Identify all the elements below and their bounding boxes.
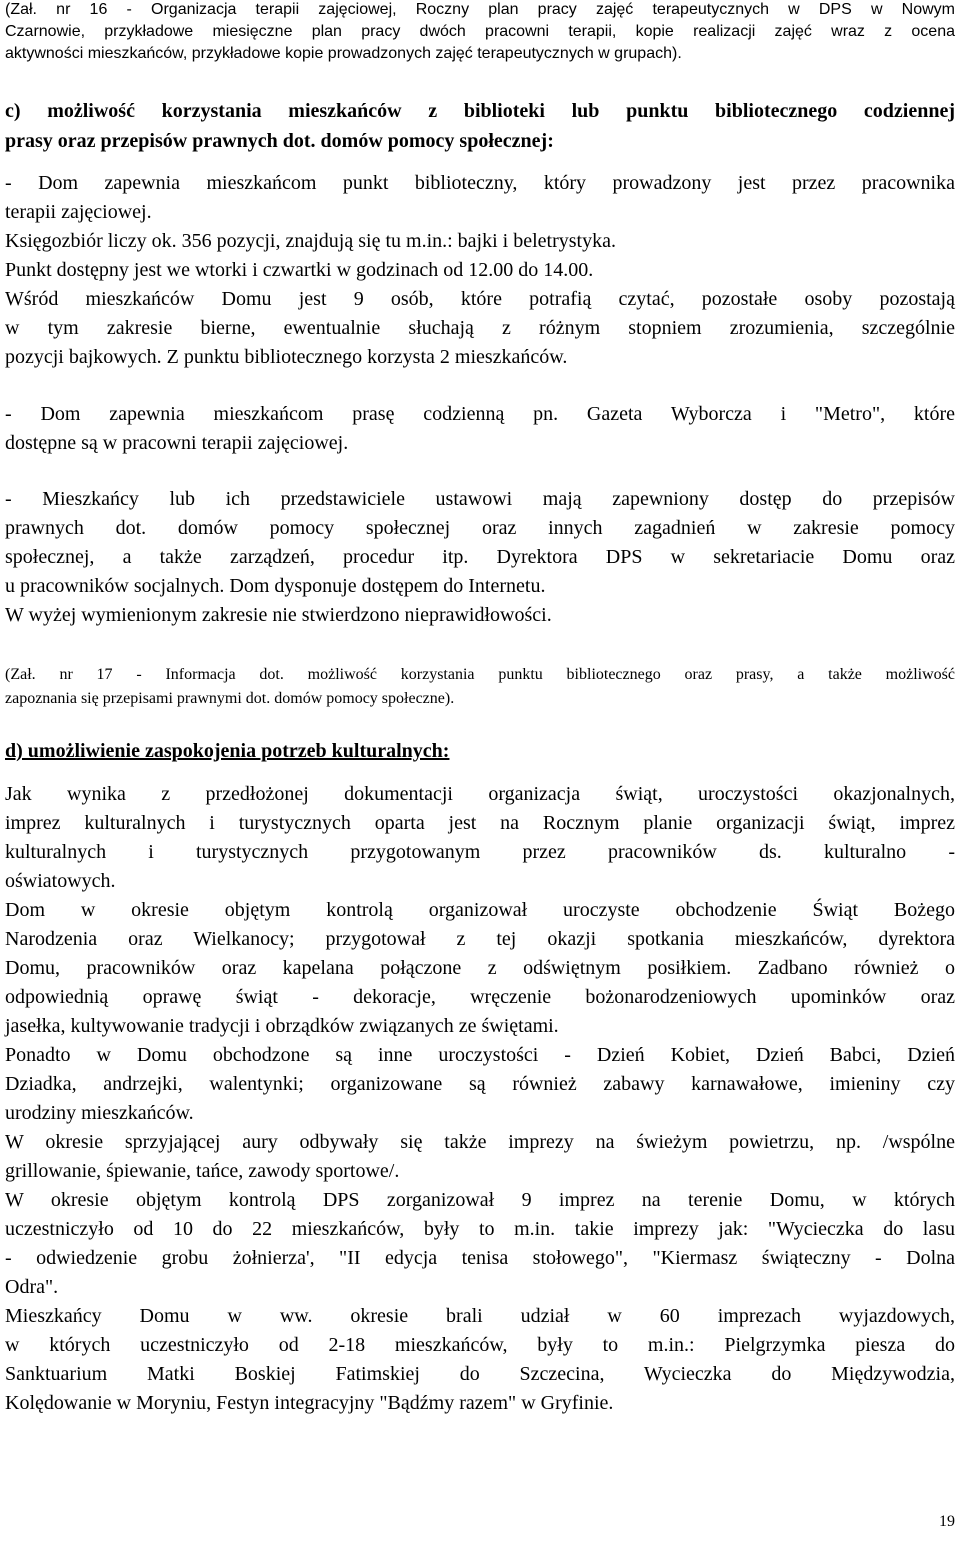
paragraph-line: Punkt dostępny jest we wtorki i czwartki w godzinach od 12.00 do 14.00.: [5, 259, 594, 281]
attachment-note-line: (Zał. nr 17 - Informacja dot. możliwość korzystania punktu bibliotecznego oraz prasy, a także możliwość: [5, 666, 955, 683]
section-c-heading: c) możliwość korzystania mieszkańców z biblioteki lub punktu bibliotecznego codziennej: [5, 100, 955, 122]
paragraph-line: terapii zajęciowej.: [5, 201, 152, 223]
paragraph-line: u pracowników socjalnych. Dom dysponuje dostępem do Internetu.: [5, 575, 546, 597]
paragraph-line: - odwiedzenie grobu żołnierza', "II edycja tenisa stołowego", "Kiermasz świąteczny - Dolna: [5, 1247, 955, 1269]
attachment-note-line: aktywności mieszkańców, przykładowe kopie prowadzonych zajęć terapeutycznych w grupach).: [5, 45, 682, 62]
page-number: 19: [939, 1513, 955, 1530]
paragraph-line: Domu, pracowników oraz kapelana połączone z odświętnym posiłkiem. Zadbano również o: [5, 957, 955, 979]
paragraph-line: Dom w okresie objętym kontrolą organizował uroczyste obchodzenie Świąt Bożego: [5, 899, 955, 921]
paragraph-line: - Dom zapewnia mieszkańcom punkt biblioteczny, który prowadzony jest przez pracownika: [5, 172, 955, 194]
paragraph-line: w tym zakresie bierne, ewentualnie słuchają z różnym stopniem zrozumienia, szczególnie: [5, 317, 955, 339]
paragraph-line: prawnych dot. domów pomocy społecznej oraz innych zagadnień w zakresie pomocy: [5, 517, 955, 539]
paragraph-line: urodziny mieszkańców.: [5, 1102, 194, 1124]
paragraph-line: Mieszkańcy Domu w ww. okresie brali udział w 60 imprezach wyjazdowych,: [5, 1305, 955, 1327]
paragraph-line: oświatowych.: [5, 870, 116, 892]
paragraph-line: W okresie objętym kontrolą DPS zorganizował 9 imprez na terenie Domu, w których: [5, 1189, 955, 1211]
paragraph-line: W okresie sprzyjającej aury odbywały się także imprezy na świeżym powietrzu, np. /wspólne: [5, 1131, 955, 1153]
conclusion-line: W wyżej wymienionym zakresie nie stwierdzono nieprawidłowości.: [5, 604, 552, 626]
paragraph-line: kulturalnych i turystycznych przygotowanym przez pracowników ds. kulturalno -: [5, 841, 955, 863]
paragraph-line: uczestniczyło od 10 do 22 mieszkańców, były to m.in. takie imprezy jak: "Wycieczka do lasu: [5, 1218, 955, 1240]
paragraph-line: Ponadto w Domu obchodzone są inne uroczystości - Dzień Kobiet, Dzień Babci, Dzień: [5, 1044, 955, 1066]
paragraph-line: społecznej, a także zarządzeń, procedur itp. Dyrektora DPS w sekretariacie Domu oraz: [5, 546, 955, 568]
paragraph-line: dostępne są w pracowni terapii zajęciowej.: [5, 432, 349, 454]
paragraph-line: pozycji bajkowych. Z punktu bibliotecznego korzysta 2 mieszkańców.: [5, 346, 568, 368]
paragraph-line: jasełka, kultywowanie tradycji i obrządków związanych ze świętami.: [5, 1015, 559, 1037]
paragraph-line: w których uczestniczyło od 2-18 mieszkańców, były to m.in.: Pielgrzymka piesza do: [5, 1334, 955, 1356]
paragraph-line: Jak wynika z przedłożonej dokumentacji organizacja świąt, uroczystości okazjonalnych,: [5, 783, 955, 805]
paragraph-line: Narodzenia oraz Wielkanocy; przygotował z tej okazji spotkania mieszkańców, dyrektora: [5, 928, 955, 950]
section-d-heading: d) umożliwienie zaspokojenia potrzeb kulturalnych:: [5, 740, 450, 762]
paragraph-line: imprez kulturalnych i turystycznych oparta jest na Rocznym planie organizacji świąt, imprez: [5, 812, 955, 834]
attachment-note-line: zapoznania się przepisami prawnymi dot. domów pomocy społeczne).: [5, 690, 455, 707]
paragraph-line: - Mieszkańcy lub ich przedstawiciele ustawowi mają zapewniony dostęp do przepisów: [5, 488, 955, 510]
attachment-note-line: Czarnowie, przykładowe miesięczne plan pracy dwóch pracowni terapii, kopie realizacji zajęć wraz z ocena: [5, 23, 955, 40]
paragraph-line: - Dom zapewnia mieszkańcom prasę codzienną pn. Gazeta Wyborcza i "Metro", które: [5, 403, 955, 425]
paragraph-line: Odra".: [5, 1276, 59, 1298]
paragraph-line: Księgozbiór liczy ok. 356 pozycji, znajdują się tu m.in.: bajki i beletrystyka.: [5, 230, 616, 252]
paragraph-line: Kolędowanie w Moryniu, Festyn integracyjny "Bądźmy razem" w Gryfinie.: [5, 1392, 614, 1414]
paragraph-line: odpowiednią oprawę świąt - dekoracje, wręczenie bożonarodzeniowych upominków oraz: [5, 986, 955, 1008]
attachment-note-line: (Zał. nr 16 - Organizacja terapii zajęciowej, Roczny plan pracy zajęć terapeutycznych w DPS w Nowym: [5, 1, 955, 18]
paragraph-line: Dziadka, andrzejki, walentynki; organizowane są również zabawy karnawałowe, imieniny czy: [5, 1073, 955, 1095]
section-c-heading: prasy oraz przepisów prawnych dot. domów pomocy społecznej:: [5, 130, 554, 152]
paragraph-line: Wśród mieszkańców Domu jest 9 osób, które potrafią czytać, pozostałe osoby pozostają: [5, 288, 955, 310]
paragraph-line: grillowanie, śpiewanie, tańce, zawody sportowe/.: [5, 1160, 400, 1182]
paragraph-line: Sanktuarium Matki Boskiej Fatimskiej do Szczecina, Wycieczka do Międzywodzia,: [5, 1363, 955, 1385]
